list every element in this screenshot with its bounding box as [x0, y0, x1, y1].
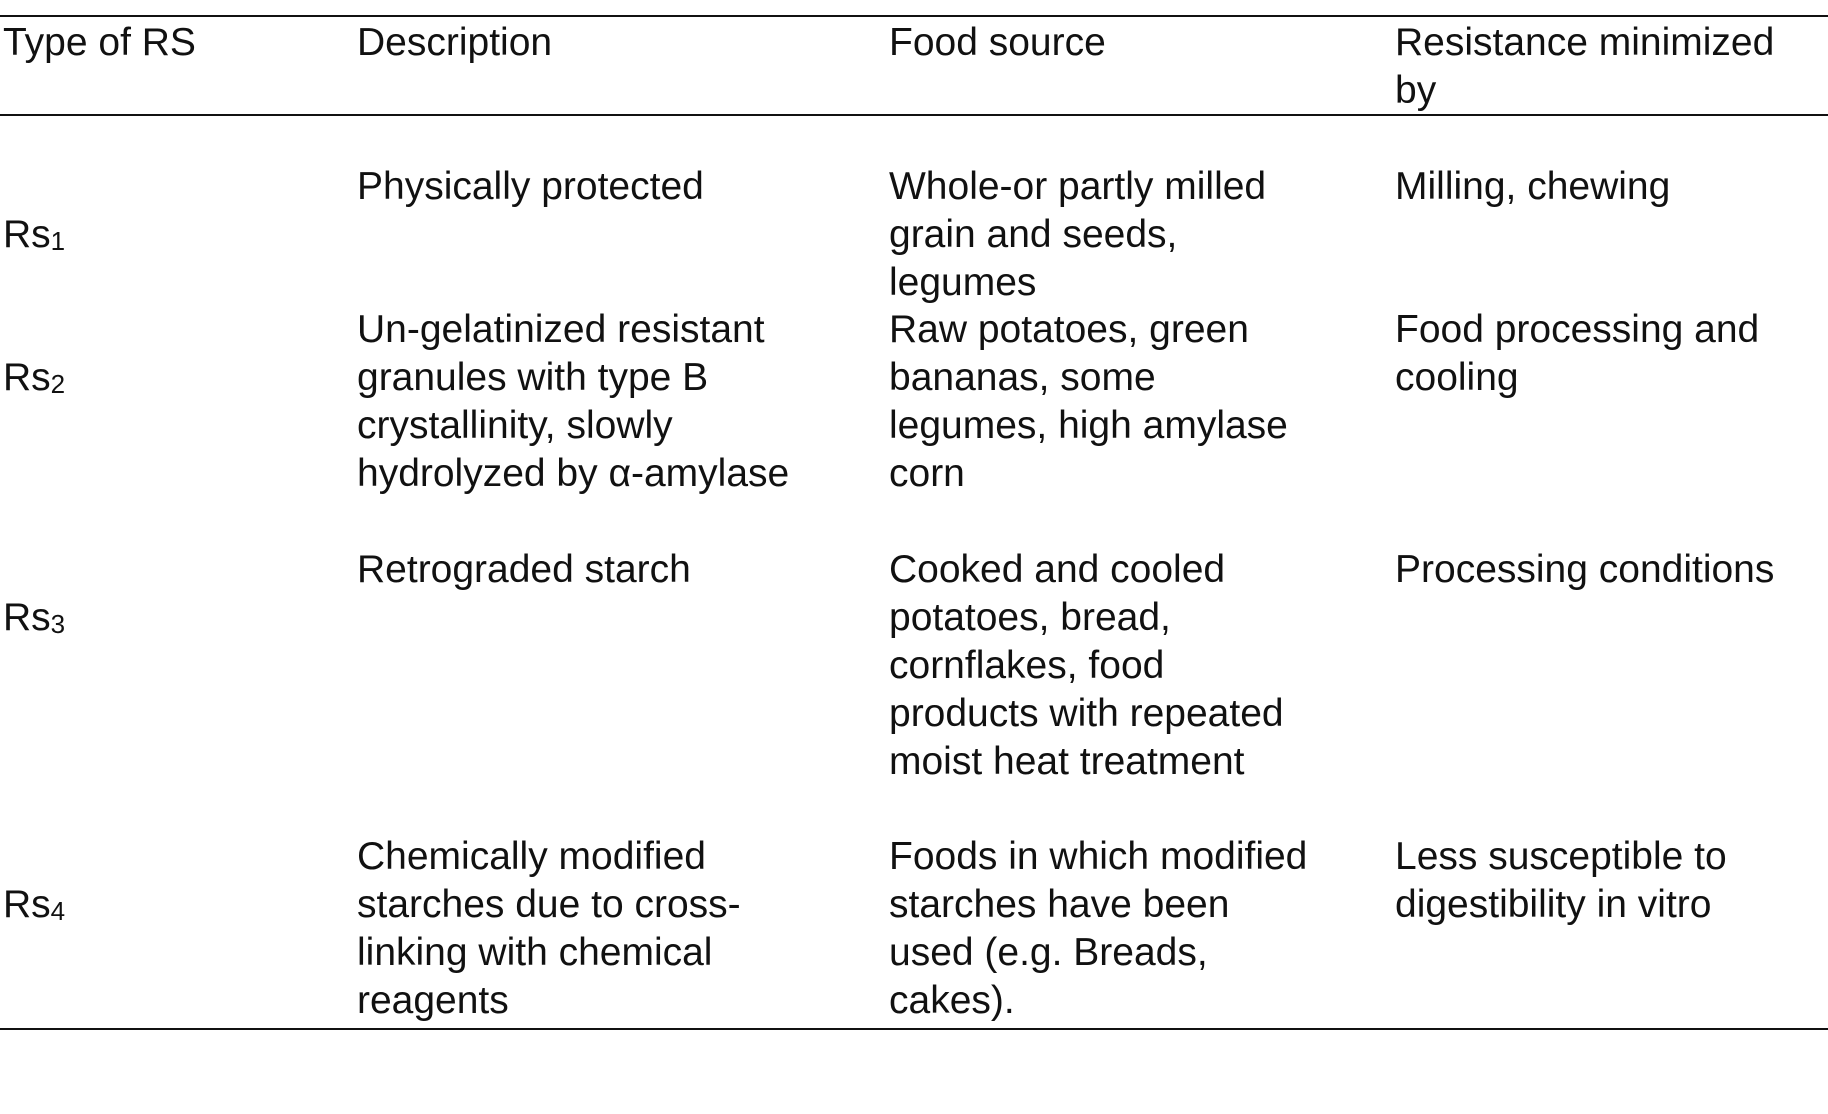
- type-cell: [3, 833, 65, 932]
- table-bottom-rule: [0, 1028, 1828, 1030]
- type-cell: [3, 306, 65, 405]
- food-source-cell: Whole-or partly milled grain and seeds, legumes: [889, 165, 1267, 304]
- header-food-source: Food source: [889, 21, 1106, 64]
- header-type-of-rs: Type of RS: [3, 21, 196, 64]
- table-header-row: [0, 17, 1828, 114]
- type-prefix: Rs: [3, 883, 51, 926]
- type-subscript: 4: [50, 896, 66, 926]
- food-source-cell: Cooked and cooled potatoes, bread, cornflakes, food products with repeated moist heat treatment: [889, 548, 1284, 783]
- description-cell: Un-gelatinized resistant granules with type B crystallinity, slowly hydrolyzed by α-amylase: [357, 308, 790, 495]
- type-prefix: Rs: [3, 213, 51, 256]
- food-source-cell: Raw potatoes, green bananas, some legumes, high amylase corn: [889, 308, 1288, 495]
- table-row: [0, 116, 1828, 306]
- description-cell: Chemically modified starches due to cross- linking with chemical reagents: [357, 835, 741, 1022]
- header-resistance-minimized-by: Resistance minimized by: [1395, 21, 1775, 112]
- description-cell: Physically protected: [357, 165, 704, 208]
- resistance-cell: Milling, chewing: [1395, 165, 1671, 208]
- table-row: [0, 306, 1828, 546]
- table-row: [0, 833, 1828, 1028]
- type-subscript: 3: [50, 609, 66, 639]
- type-cell: [3, 546, 65, 645]
- type-subscript: 2: [50, 369, 66, 399]
- type-prefix: Rs: [3, 596, 51, 639]
- description-cell: Retrograded starch: [357, 548, 691, 591]
- resistance-cell: Less susceptible to digestibility in vitro: [1395, 835, 1727, 926]
- table-row: [0, 546, 1828, 833]
- resistance-cell: Food processing and cooling: [1395, 308, 1760, 399]
- type-cell: [3, 163, 65, 262]
- resistance-cell: Processing conditions: [1395, 548, 1775, 591]
- food-source-cell: Foods in which modified starches have been used (e.g. Breads, cakes).: [889, 835, 1308, 1022]
- type-subscript: 1: [50, 226, 66, 256]
- type-prefix: Rs: [3, 356, 51, 399]
- header-description: Description: [357, 21, 553, 64]
- resistant-starch-table: [0, 15, 1828, 1030]
